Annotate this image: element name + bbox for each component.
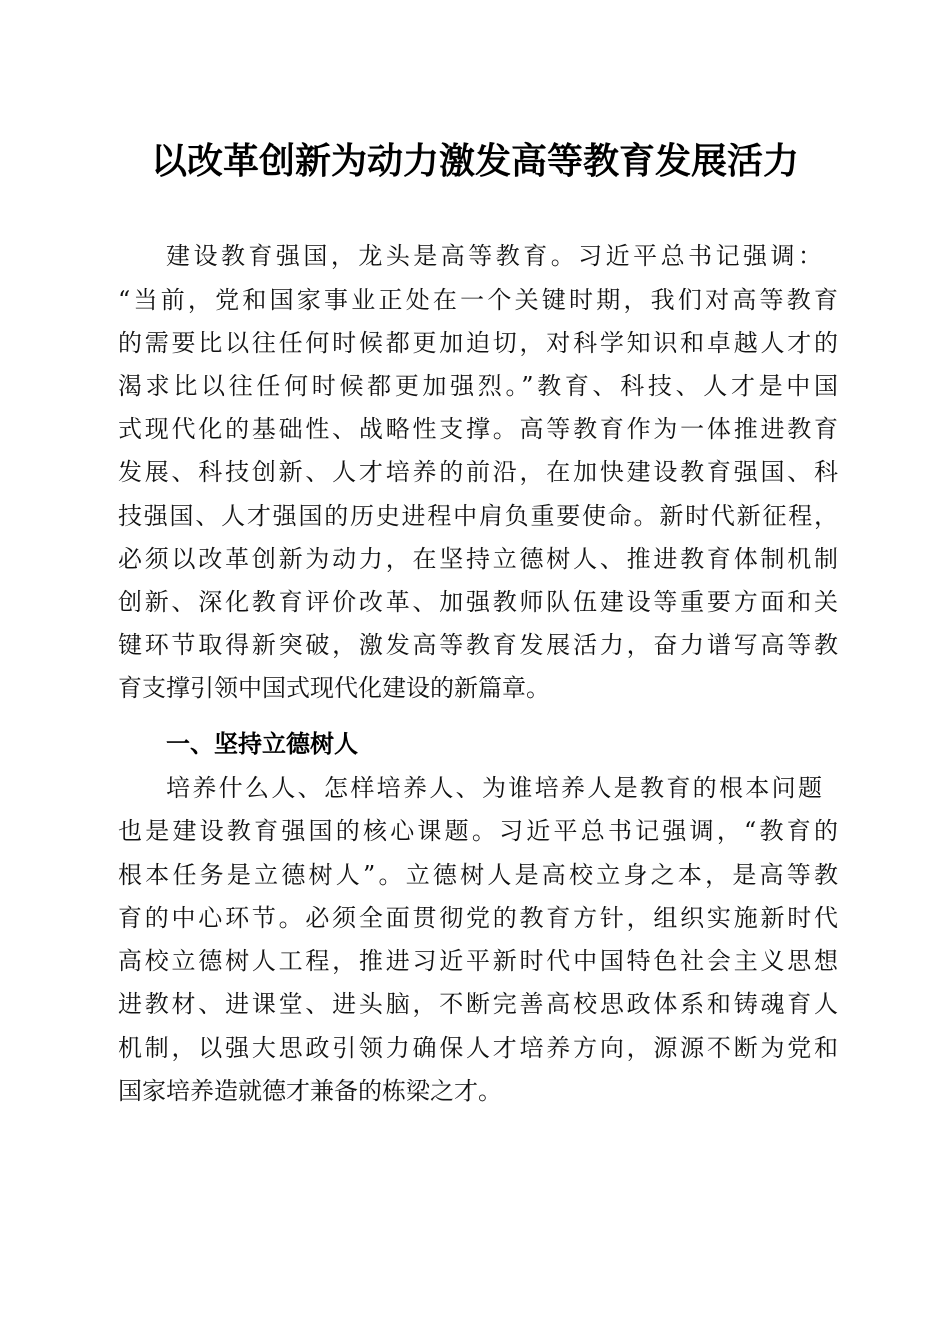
intro-line: 创新、深化教育评价改革、加强教师队伍建设等重要方面和关 bbox=[118, 588, 838, 616]
section-line: 国家培养造就德才兼备的栋梁之才。 bbox=[118, 1077, 502, 1105]
section-line: 机制，以强大思政引领力确保人才培养方向，源源不断为党和 bbox=[118, 1034, 838, 1062]
section-line: 培养什么人、怎样培养人、为谁培养人是教育的根本问题 bbox=[166, 774, 822, 802]
intro-line: 必须以改革创新为动力，在坚持立德树人、推进教育体制机制 bbox=[118, 545, 838, 573]
section-line: 也是建设教育强国的核心课题。习近平总书记强调，“教育的 bbox=[118, 817, 838, 845]
intro-line: 建设教育强国，龙头是高等教育。习近平总书记强调： bbox=[166, 242, 822, 270]
section-line: 高校立德树人工程，推进习近平新时代中国特色社会主义思想 bbox=[118, 947, 838, 975]
intro-line: 键环节取得新突破，激发高等教育发展活力，奋力谱写高等教 bbox=[118, 631, 838, 659]
intro-line: 技强国、人才强国的历史进程中肩负重要使命。新时代新征程， bbox=[118, 502, 838, 530]
intro-line: 育支撑引领中国式现代化建设的新篇章。 bbox=[118, 674, 550, 702]
intro-line: “当前，党和国家事业正处在一个关键时期，我们对高等教育 bbox=[118, 286, 838, 314]
section-line: 根本任务是立德树人”。立德树人是高校立身之本，是高等教 bbox=[118, 861, 838, 889]
section-heading: 一、坚持立德树人 bbox=[166, 730, 358, 758]
document-title: 以改革创新为动力激发高等教育发展活力 bbox=[150, 140, 799, 182]
intro-line: 发展、科技创新、人才培养的前沿，在加快建设教育强国、科 bbox=[118, 458, 838, 486]
intro-line: 式现代化的基础性、战略性支撑。高等教育作为一体推进教育 bbox=[118, 415, 838, 443]
intro-line: 的需要比以往任何时候都更加迫切，对科学知识和卓越人才的 bbox=[118, 329, 838, 357]
intro-line: 渴求比以往任何时候都更加强烈。”教育、科技、人才是中国 bbox=[118, 372, 838, 400]
section-line: 育的中心环节。必须全面贯彻党的教育方针，组织实施新时代 bbox=[118, 904, 838, 932]
section-line: 进教材、进课堂、进头脑，不断完善高校思政体系和铸魂育人 bbox=[118, 990, 838, 1018]
